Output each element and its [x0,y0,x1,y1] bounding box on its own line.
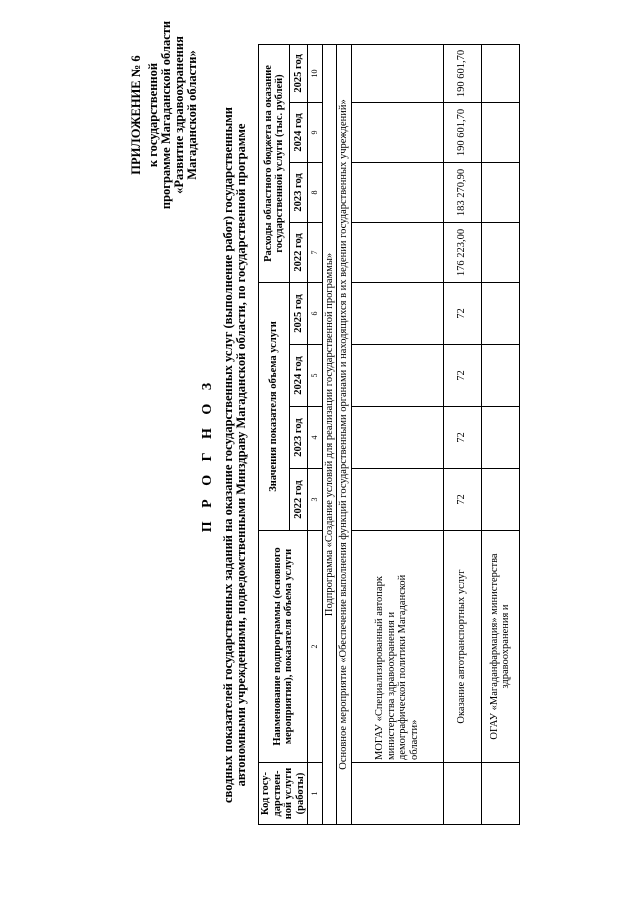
row-code [351,763,443,825]
header-values-group: Значения показателя объема услуги [259,282,290,530]
appendix-line: программе Магаданской области [159,20,173,210]
table-row [443,44,481,824]
header-expenses-group: Расходы областного бюджета на оказание государственной услуги (тыс. рублей) [259,44,290,282]
row-cell [351,282,443,344]
header-name: Наименование подпрограммы (основного мероприятия), показателя объема услуги [259,531,308,763]
row-cell [351,345,443,407]
header-year: 2025 год [290,44,308,102]
column-number: 10 [308,44,323,102]
row-cell: 190 601,70 [443,44,481,102]
subprogram-label: Подпрограмма «Создание условий для реализации государственной программы» [322,44,337,824]
row-cell: 190 601,70 [443,102,481,162]
row-cell [481,345,519,407]
row-name: ОГАУ «Магаданфармация» министерства здравоохранения и [481,531,519,763]
row-cell [481,407,519,469]
column-number: 8 [308,162,323,222]
header-year: 2024 год [290,102,308,162]
main-activity-row [337,44,352,824]
row-cell: 72 [443,469,481,531]
column-number: 5 [308,345,323,407]
document-description: сводных показателей государственных заданий на оказание государственных услуг (выполнение работ) государственными автономными учреждениями, подведомственными Минздраву Магаданской области, по государственной программе [221,107,248,803]
row-cell [351,44,443,102]
column-number: 9 [308,102,323,162]
column-number-row [308,44,323,824]
header-year: 2022 год [290,222,308,282]
row-code [443,763,481,825]
table-row [481,44,519,824]
column-number: 2 [308,531,323,763]
row-cell [481,282,519,344]
header-year: 2023 год [290,162,308,222]
row-cell: 176 223,00 [443,222,481,282]
column-number: 4 [308,407,323,469]
row-cell [481,162,519,222]
row-name: МОГАУ «Специализированный автопарк министерства здравоохранения и демографической политики Магаданской области» [351,531,443,763]
appendix-title: ПРИЛОЖЕНИЕ № 6 [129,55,143,175]
row-cell [351,407,443,469]
forecast-table [258,44,520,825]
row-code [481,763,519,825]
row-cell [481,469,519,531]
row-cell [481,102,519,162]
row-cell [351,102,443,162]
row-cell: 183 270,90 [443,162,481,222]
appendix-line: к государственной [146,62,160,168]
row-cell [481,44,519,102]
header-code: Код госу- дарствен- ной услуги (работы) [259,763,308,825]
row-cell: 72 [443,282,481,344]
document-heading [200,105,248,805]
row-cell [351,469,443,531]
column-number: 3 [308,469,323,531]
appendix-line: «Развитие здравоохранения [172,36,186,194]
row-cell [481,222,519,282]
row-name: Оказание автотранспортных услуг [443,531,481,763]
column-number: 1 [308,763,323,825]
header-year: 2022 год [290,469,308,531]
row-cell: 72 [443,407,481,469]
column-number: 6 [308,282,323,344]
header-year: 2023 год [290,407,308,469]
document-title: П Р О Г Н О З [200,377,215,533]
row-cell [351,222,443,282]
row-cell [351,162,443,222]
appendix-line: Магаданской области» [185,50,199,180]
appendix-block [130,10,199,220]
header-year: 2025 год [290,282,308,344]
subprogram-row [322,44,337,824]
table-header-row [259,44,290,824]
table-row [351,44,443,824]
header-year: 2024 год [290,345,308,407]
row-cell: 72 [443,345,481,407]
column-number: 7 [308,222,323,282]
main-activity-label: Основное мероприятие «Обеспечение выполнения функций государственными органами и находящихся в их ведении государственных учреждений» [337,44,352,824]
